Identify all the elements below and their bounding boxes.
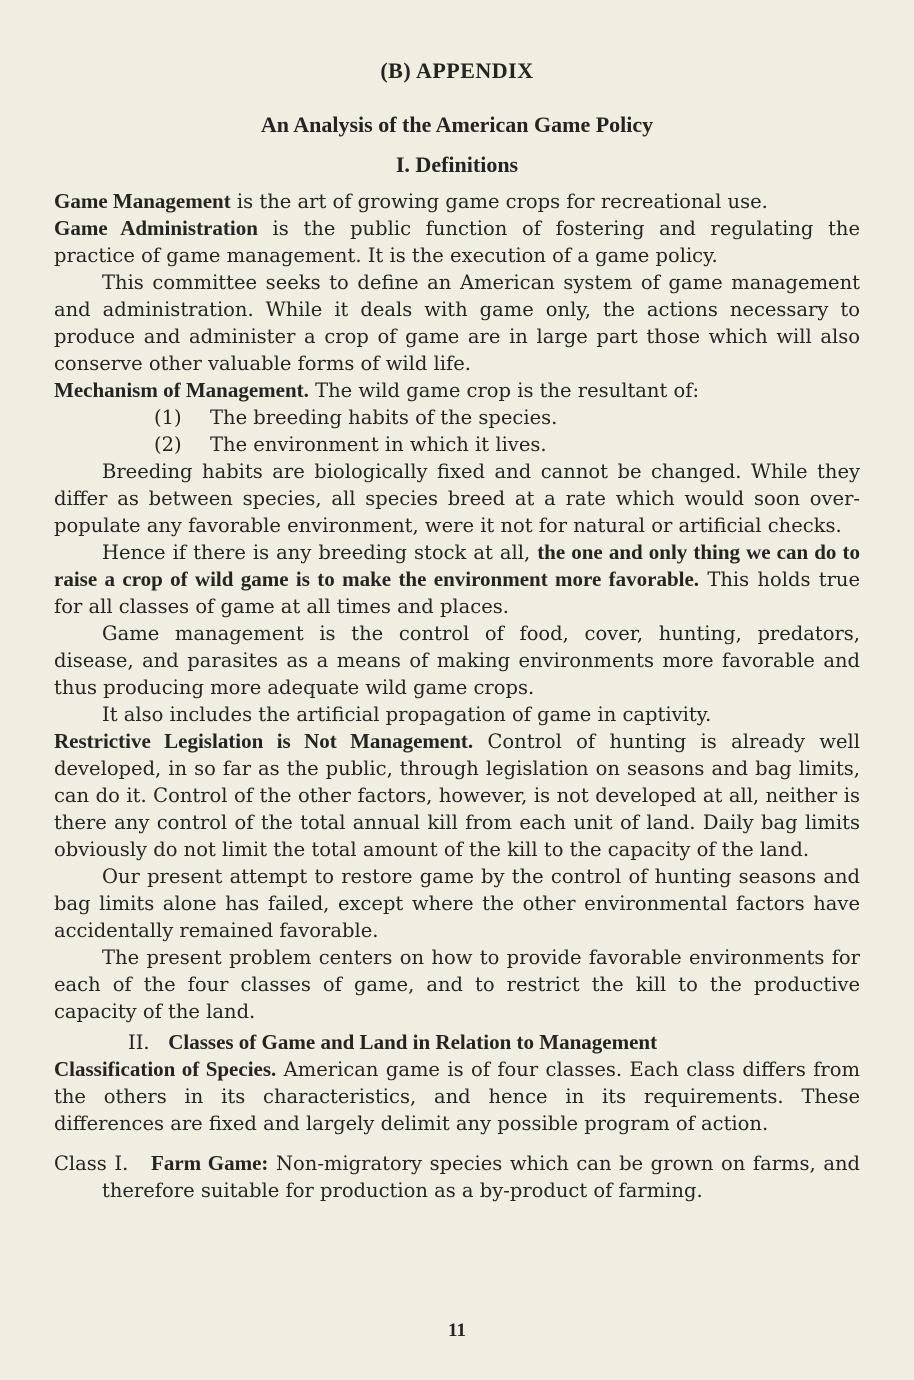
- list-text: The environment in which it lives.: [210, 433, 547, 456]
- emphasis-text: the one and only thing we can do to raise a crop of wild game is to make the environment more favorable.: [54, 540, 860, 591]
- paragraph-text: The wild game crop is the resultant of:: [308, 379, 700, 402]
- document-title: An Analysis of the American Game Policy: [260, 112, 654, 137]
- paragraph-breeding-habits: Breeding habits are biologically fixed and cannot be changed. While they differ as between species, all species breed at a rate which would soon over-populate any favorable environment, were it not for natural or artificial checks.: [54, 460, 860, 537]
- paragraph-text: Control of hunting is already well developed, in so far as the public, through legislation on seasons and bag limits, can do it. Control of the other factors, however, is not developed at all, neither is there any control of the total annual kill from each unit of land. Daily bag limits obviously do not limit the total amount of the kill to the capacity of the land.: [54, 730, 860, 861]
- paragraph-present-problem: The present problem centers on how to provide favorable environments for each of the four classes of game, and to restrict the kill to the productive capacity of the land.: [54, 946, 860, 1023]
- paragraph-propagation: It also includes the artificial propagation of game in captivity.: [102, 703, 712, 726]
- class-description: Non-migratory species which can be grown on farms, and therefore suitable for production as a by-product of farming.: [102, 1152, 860, 1202]
- paragraph-text: Hence if there is any breeding stock at all,: [102, 541, 538, 564]
- paragraph-game-administration: [54, 215, 860, 269]
- list-item: [54, 431, 860, 458]
- term-game-administration: Game Administration: [54, 216, 258, 240]
- class-name: Farm Game:: [151, 1151, 269, 1175]
- paragraph-text: This holds true for all classes of game at all times and places.: [54, 568, 860, 618]
- paragraph-present-attempt: Our present attempt to restore game by the control of hunting seasons and bag limits alone has failed, except where the other environmental factors have accidentally remained favorable.: [54, 865, 860, 942]
- section-heading-definitions: I. Definitions: [395, 152, 519, 177]
- page-number: 11: [448, 1320, 466, 1341]
- paragraph-mechanism: [54, 377, 860, 404]
- list-number: (2): [154, 433, 182, 456]
- paragraph-text: American game is of four classes. Each class differs from the others in its characteristics, and hence in its requirements. These differences are fixed and largely delimit any possible program of action.: [54, 1058, 860, 1135]
- term-classification: Classification of Species.: [54, 1057, 277, 1081]
- paragraph-committee: This committee seeks to define an American system of game management and administration. While it deals with game only, the actions necessary to produce and administer a crop of game are in large part those which will also conserve other valuable forms of wild life.: [54, 271, 860, 375]
- appendix-heading: (B) APPENDIX: [380, 58, 534, 83]
- list-text: The breeding habits of the species.: [210, 406, 558, 429]
- class-label: Class I.: [54, 1152, 129, 1175]
- paragraph-text: is the art of growing game crops for recreational use.: [230, 190, 768, 213]
- paragraph-classification: [54, 1056, 860, 1137]
- body-text: [54, 188, 860, 1204]
- paragraph-game-control: Game management is the control of food, cover, hunting, predators, disease, and parasites as a means of making environments more favorable and thus producing more adequate wild game crops.: [54, 622, 860, 699]
- paragraph-restrictive-legislation: [54, 728, 860, 863]
- term-restrictive-legislation: Restrictive Legislation is Not Management.: [54, 729, 474, 753]
- section-heading-classes: [54, 1029, 860, 1056]
- term-game-management: Game Management: [54, 189, 231, 213]
- paragraph-hence: [54, 539, 860, 620]
- term-mechanism: Mechanism of Management.: [54, 378, 309, 402]
- list-item: [54, 404, 860, 431]
- list-number: (1): [154, 406, 182, 429]
- paragraph-text: is the public function of fostering and regulating the practice of game management. It is the execution of a game policy.: [54, 217, 860, 267]
- class-item-farm-game: [54, 1150, 860, 1204]
- paragraph-game-management: [54, 188, 860, 215]
- section-number: II.: [128, 1031, 150, 1054]
- section-title: Classes of Game and Land in Relation to Management: [168, 1030, 658, 1054]
